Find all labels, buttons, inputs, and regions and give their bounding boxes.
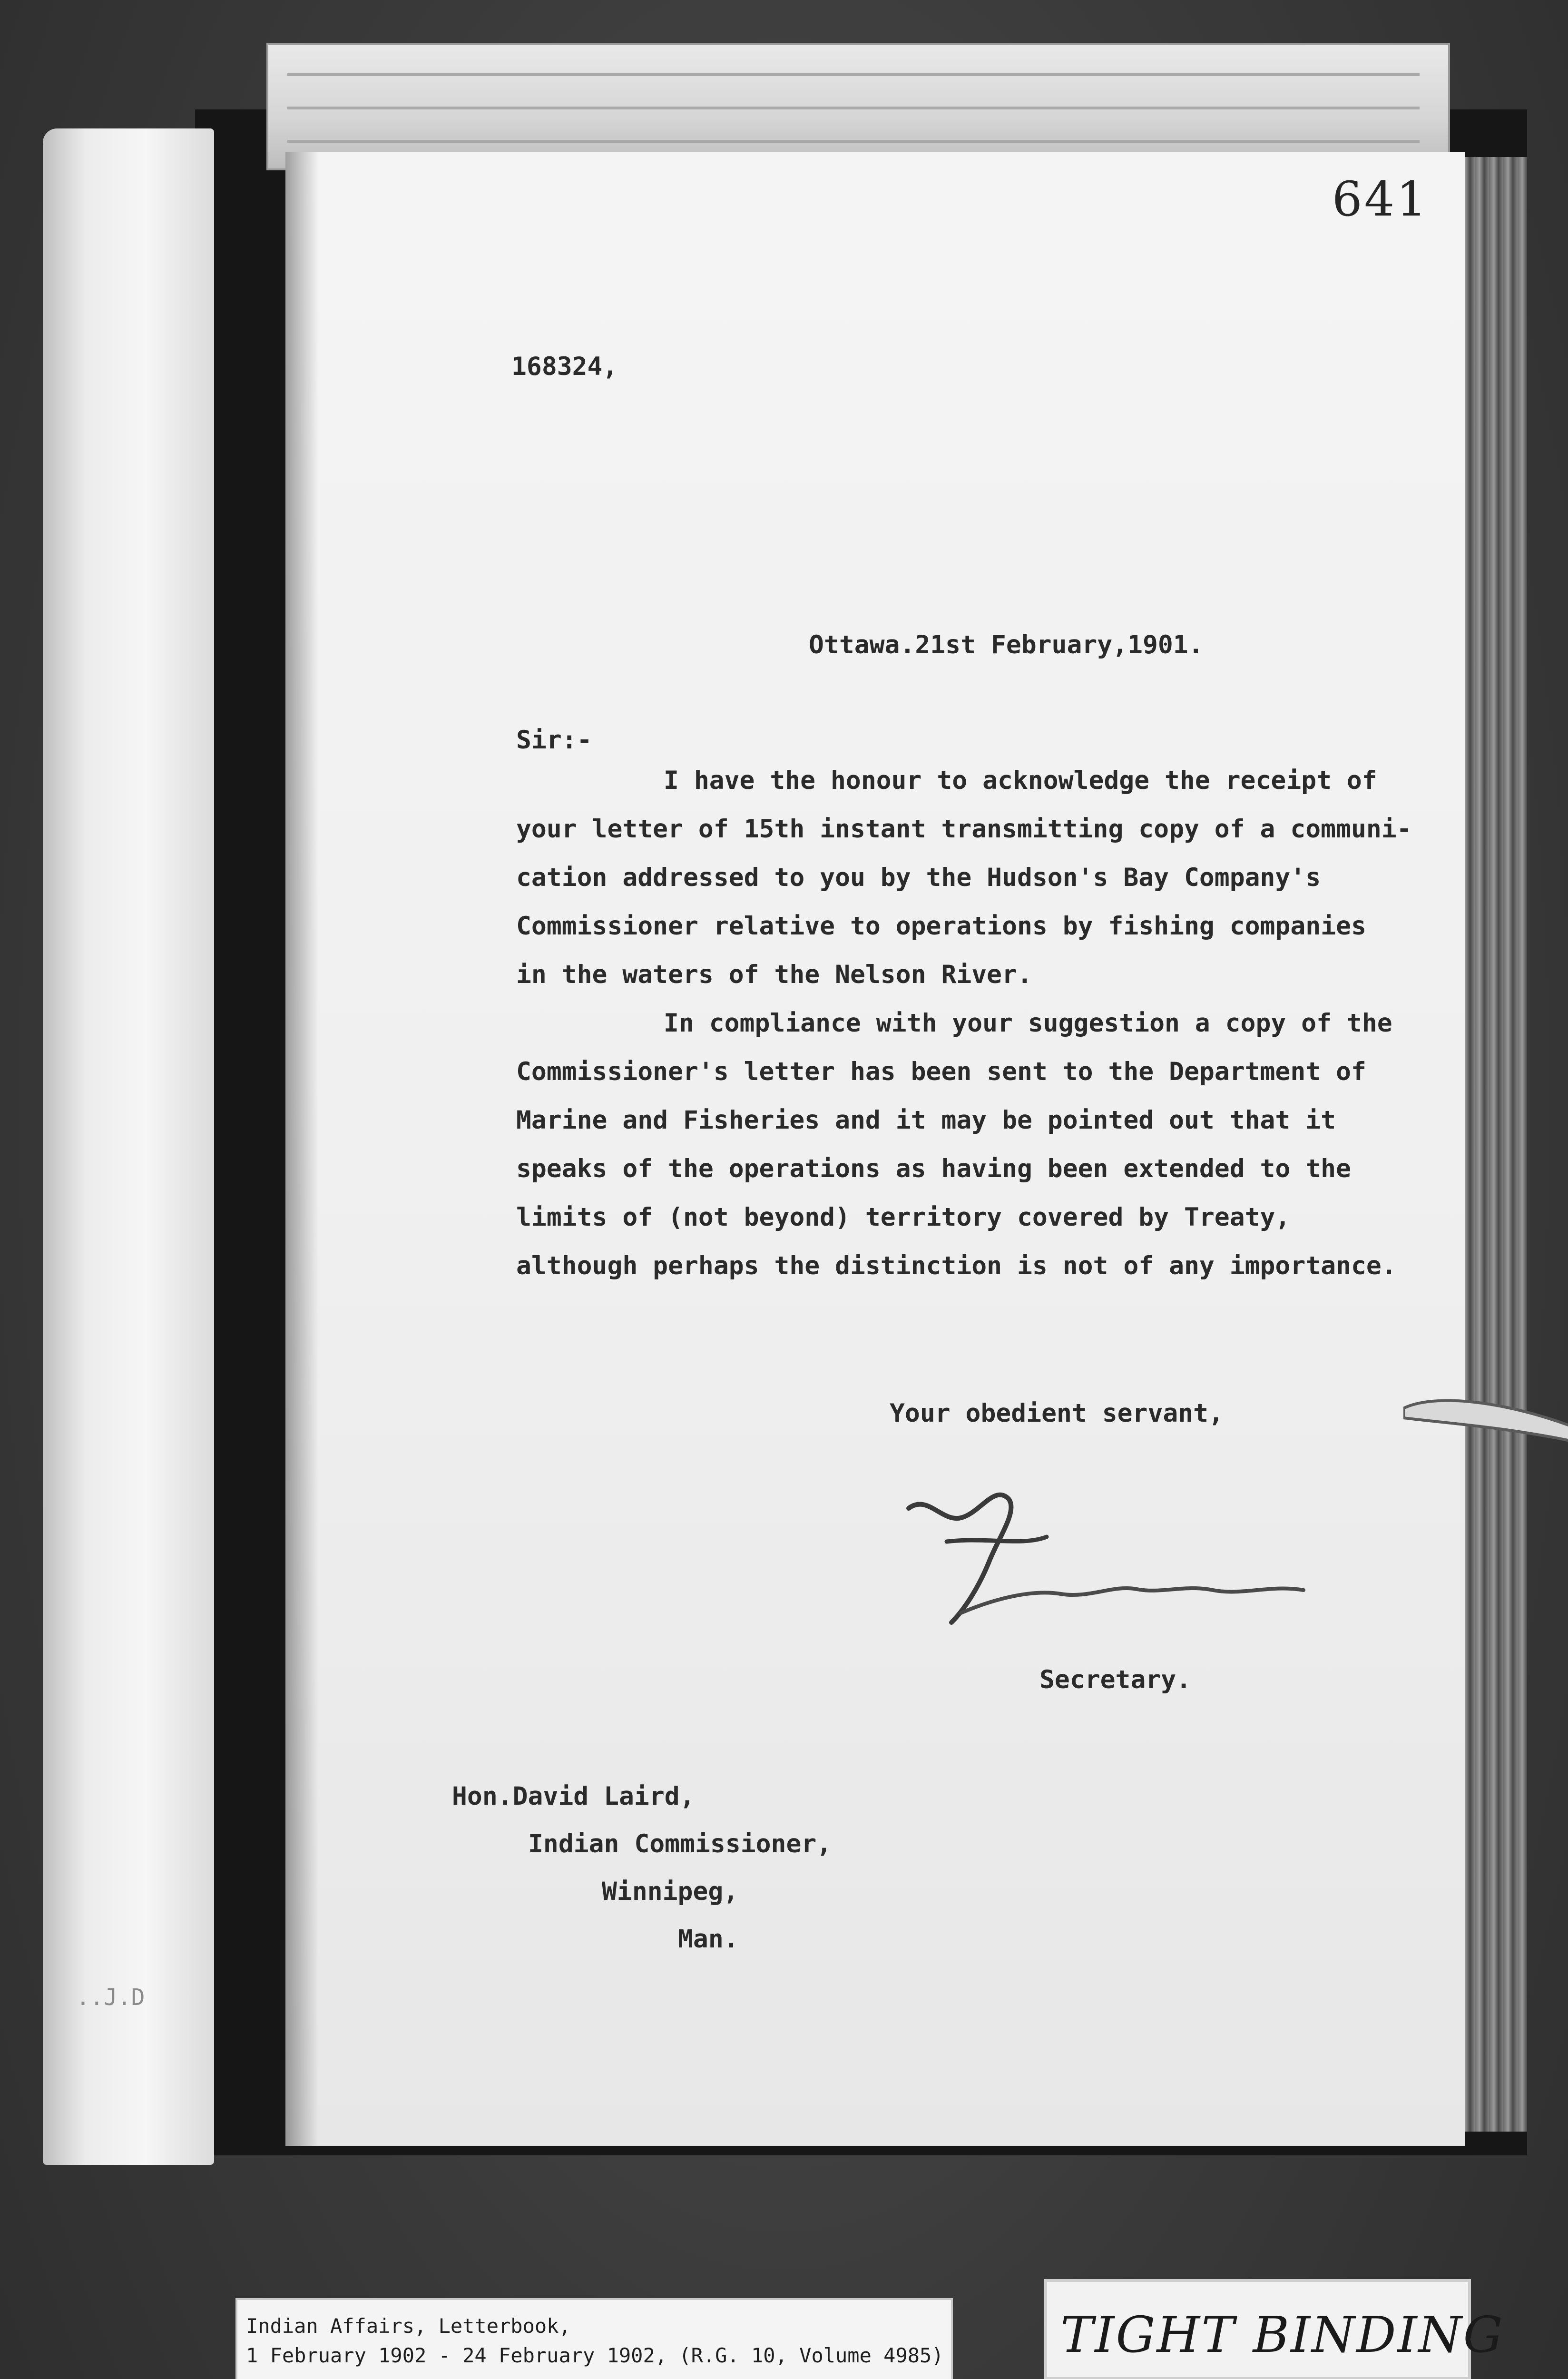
left-page-margin-marks: ..J.D bbox=[76, 1984, 145, 2011]
body-line: speaks of the operations as having been extended to the bbox=[516, 1154, 1351, 1183]
page-edge-line bbox=[287, 73, 1420, 76]
addressee-city: Winnipeg, bbox=[602, 1877, 739, 1906]
addressee-title: Indian Commissioner, bbox=[528, 1829, 832, 1858]
addressee-name: Hon.David Laird, bbox=[452, 1782, 695, 1811]
signature-title: Secretary. bbox=[1039, 1665, 1192, 1694]
salutation: Sir:- bbox=[516, 726, 592, 755]
page-edge-line bbox=[287, 140, 1420, 143]
body-line: limits of (not beyond) territory covered by Treaty, bbox=[516, 1203, 1291, 1232]
tight-binding-text: TIGHT BINDING bbox=[1060, 2306, 1504, 2364]
archive-label-line: 1 February 1902 - 24 February 1902, (R.G. 10, Volume 4985) bbox=[246, 2344, 944, 2367]
body-line: your letter of 15th instant transmitting copy of a communi- bbox=[516, 815, 1412, 844]
body-line: Marine and Fisheries and it may be pointed out that it bbox=[516, 1106, 1336, 1135]
page-edge-line bbox=[287, 107, 1420, 109]
body-line: In compliance with your suggestion a copy of the bbox=[664, 1009, 1392, 1038]
letter-page bbox=[285, 152, 1465, 2146]
body-line: Commissioner's letter has been sent to the Department of bbox=[516, 1057, 1366, 1086]
body-line: I have the honour to acknowledge the receipt of bbox=[664, 766, 1377, 795]
top-page-edges bbox=[266, 43, 1450, 170]
archive-reference-label bbox=[235, 2298, 953, 2379]
addressee-province: Man. bbox=[678, 1925, 739, 1954]
body-line: cation addressed to you by the Hudson's Bay Company's bbox=[516, 863, 1321, 892]
tight-binding-note bbox=[1044, 2279, 1504, 2379]
closing: Your obedient servant, bbox=[890, 1399, 1224, 1428]
body-line: Commissioner relative to operations by fishing companies bbox=[516, 912, 1366, 941]
body-line: although perhaps the distinction is not of any importance. bbox=[516, 1251, 1397, 1280]
left-facing-page bbox=[43, 128, 214, 2165]
file-number: 168324, bbox=[511, 352, 618, 381]
body-line: in the waters of the Nelson River. bbox=[516, 960, 1032, 989]
folio-number: 641 bbox=[1332, 171, 1429, 227]
handwritten-signature bbox=[890, 1465, 1356, 1627]
bookmark-tab bbox=[1403, 1389, 1568, 1442]
gutter-shadow bbox=[285, 152, 319, 2146]
archive-label-line: Indian Affairs, Letterbook, bbox=[246, 2314, 571, 2338]
dateline: Ottawa.21st February,1901. bbox=[809, 630, 1204, 659]
